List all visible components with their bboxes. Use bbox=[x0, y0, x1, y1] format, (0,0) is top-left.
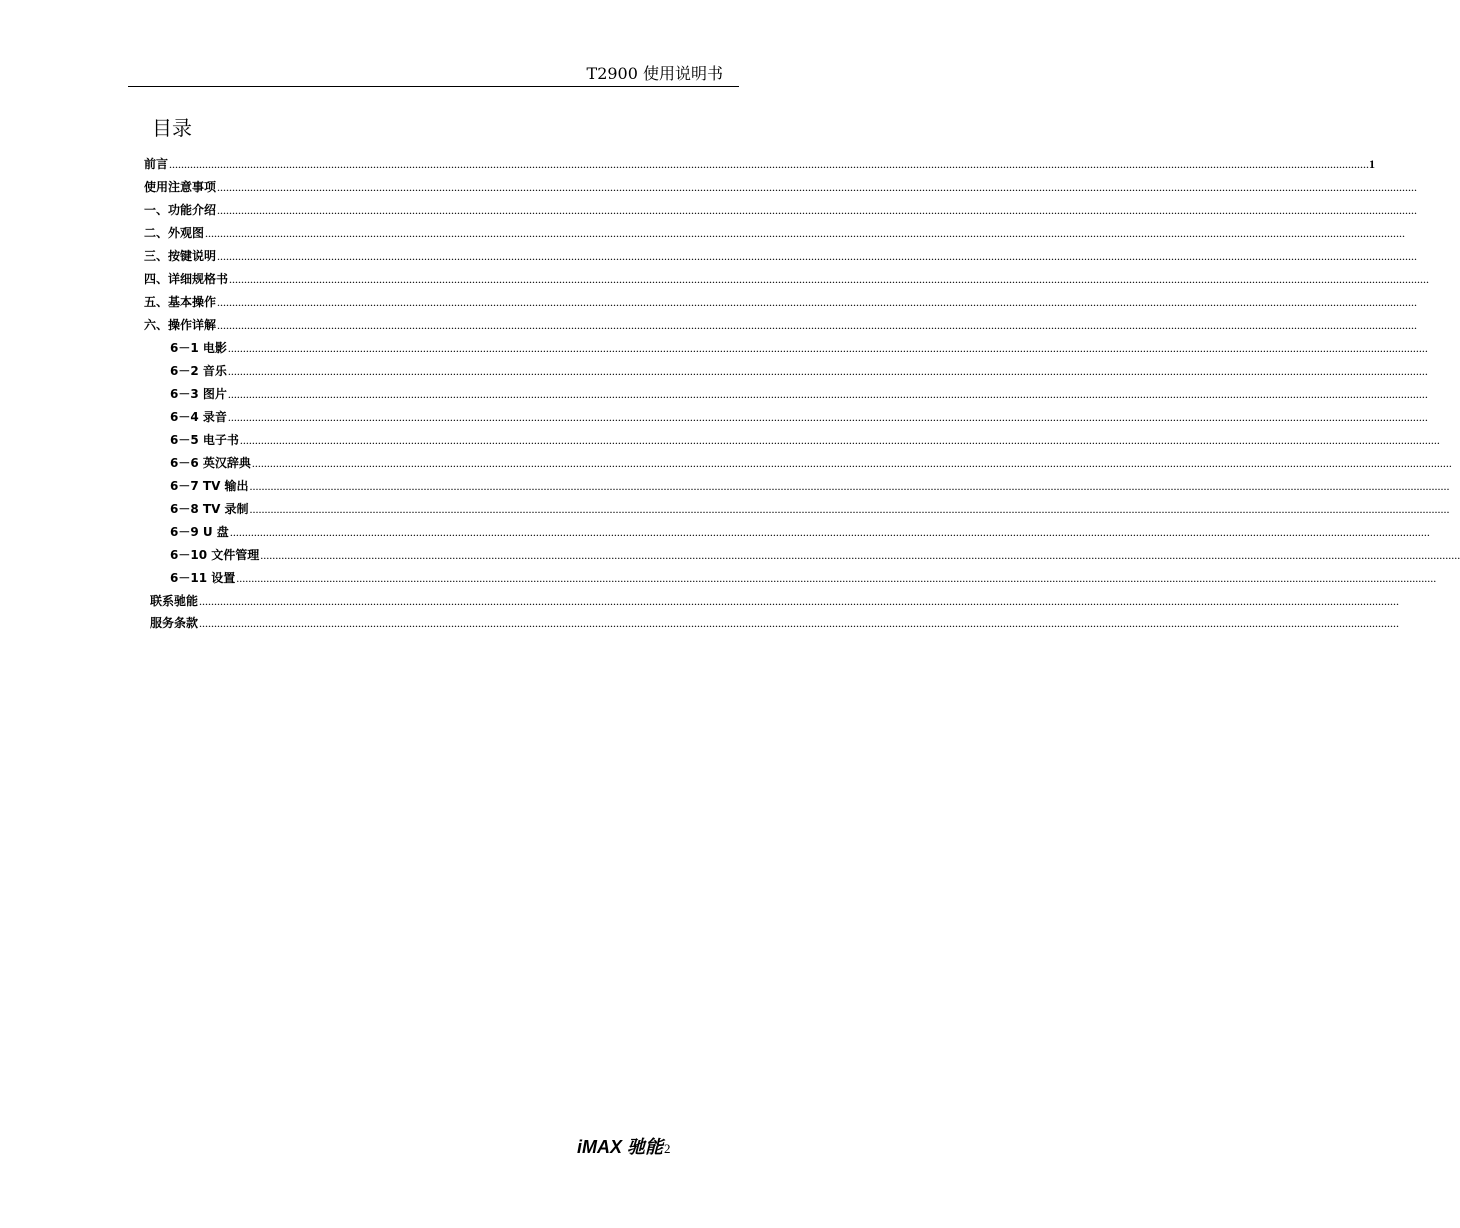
toc-leader-dots: ................................................................................................................................................................................................................................................................................................................................................................................................................ bbox=[229, 272, 1430, 286]
toc-item-operation-details[interactable] bbox=[144, 312, 1418, 332]
toc-item-dictionary[interactable] bbox=[170, 450, 1452, 470]
toc-item-label: 6－11 设置 bbox=[170, 571, 236, 585]
toc-item-movie[interactable] bbox=[170, 335, 1428, 355]
toc-heading: 目录 bbox=[152, 116, 192, 140]
toc-item-buttons[interactable] bbox=[144, 243, 1418, 263]
toc-item-label: 6－4 录音 bbox=[170, 410, 227, 424]
toc-item-music[interactable] bbox=[170, 358, 1428, 378]
toc-leader-dots: ................................................................................................................................................................................................................................................................................................................................................................................................................ bbox=[239, 433, 1440, 447]
toc-item-label: 使用注意事项 bbox=[144, 180, 217, 194]
toc-item-features[interactable] bbox=[144, 197, 1418, 217]
toc-item-settings[interactable] bbox=[170, 565, 1437, 585]
toc-leader-dots: ................................................................................................................................................................................................................................................................................................................................................................................................................ bbox=[217, 295, 1418, 309]
toc-item-label: 6－6 英汉辞典 bbox=[170, 456, 251, 470]
toc-leader-dots: ................................................................................................................................................................................................................................................................................................................................................................................................................ bbox=[205, 226, 1406, 240]
toc-item-label: 6－3 图片 bbox=[170, 387, 227, 401]
toc-item-label: 五、基本操作 bbox=[144, 295, 217, 309]
toc-leader-dots: ................................................................................................................................................................................................................................................................................................................................................................................................................ bbox=[251, 456, 1452, 470]
toc-item-label: 6－8 TV 录制 bbox=[170, 502, 249, 516]
toc-leader-dots: ................................................................................................................................................................................................................................................................................................................................................................................................................ bbox=[227, 387, 1428, 401]
toc-leader-dots: ................................................................................................................................................................................................................................................................................................................................................................................................................ bbox=[260, 548, 1460, 562]
toc-item-label: 6－2 音乐 bbox=[170, 364, 227, 378]
toc-item-usb-disk[interactable] bbox=[170, 519, 1430, 539]
toc-leader-dots: ................................................................................................................................................................................................................................................................................................................................................................................................................ bbox=[249, 479, 1450, 493]
toc-item-appearance[interactable] bbox=[144, 220, 1406, 240]
toc-item-basic-operation[interactable] bbox=[144, 289, 1418, 309]
page-number: 2 bbox=[664, 1141, 671, 1156]
toc-item-file-management[interactable] bbox=[170, 542, 1460, 562]
toc-item-tv-recording[interactable] bbox=[170, 496, 1450, 516]
toc-leader-dots: ................................................................................................................................................................................................................................................................................................................................................................................................................ bbox=[169, 157, 1370, 171]
toc-leader-dots: ................................................................................................................................................................................................................................................................................................................................................................................................................ bbox=[217, 180, 1418, 194]
toc-item-label: 6－7 TV 输出 bbox=[170, 479, 249, 493]
toc-leader-dots: ................................................................................................................................................................................................................................................................................................................................................................................................................ bbox=[199, 594, 1400, 608]
toc-item-specifications[interactable] bbox=[144, 266, 1430, 286]
toc-leader-dots: ................................................................................................................................................................................................................................................................................................................................................................................................................ bbox=[227, 410, 1428, 424]
toc-item-label: 一、功能介绍 bbox=[144, 203, 217, 217]
toc-leader-dots: ................................................................................................................................................................................................................................................................................................................................................................................................................ bbox=[217, 318, 1418, 332]
toc-item-terms[interactable] bbox=[150, 610, 1400, 630]
toc-item-label: 联系驰能 bbox=[150, 594, 199, 608]
toc-leader-dots: ................................................................................................................................................................................................................................................................................................................................................................................................................ bbox=[227, 364, 1428, 378]
toc-item-recording[interactable] bbox=[170, 404, 1428, 424]
toc-item-contact[interactable] bbox=[150, 588, 1400, 608]
toc-item-label: 服务条款 bbox=[150, 616, 199, 630]
toc-item-label: 6－9 U 盘 bbox=[170, 525, 229, 539]
toc-leader-dots: ................................................................................................................................................................................................................................................................................................................................................................................................................ bbox=[236, 571, 1437, 585]
toc-leader-dots: ................................................................................................................................................................................................................................................................................................................................................................................................................ bbox=[229, 525, 1430, 539]
toc-item-ebook[interactable] bbox=[170, 427, 1440, 447]
toc-item-pictures[interactable] bbox=[170, 381, 1428, 401]
toc-item-label: 三、按键说明 bbox=[144, 249, 217, 263]
toc-item-precautions[interactable] bbox=[144, 174, 1418, 194]
footer-logo bbox=[577, 1133, 671, 1157]
toc-item-label: 六、操作详解 bbox=[144, 318, 217, 332]
toc-item-label: 6－10 文件管理 bbox=[170, 548, 260, 562]
toc-item-page: 1 bbox=[1369, 157, 1376, 171]
toc-item-label: 二、外观图 bbox=[144, 226, 205, 240]
toc-leader-dots: ................................................................................................................................................................................................................................................................................................................................................................................................................ bbox=[249, 502, 1450, 516]
toc-leader-dots: ................................................................................................................................................................................................................................................................................................................................................................................................................ bbox=[217, 203, 1418, 217]
toc-item-preface[interactable] bbox=[144, 151, 1376, 171]
toc-leader-dots: ................................................................................................................................................................................................................................................................................................................................................................................................................ bbox=[217, 249, 1418, 263]
toc-item-label: 四、详细规格书 bbox=[144, 272, 229, 286]
toc-item-tv-output[interactable] bbox=[170, 473, 1450, 493]
toc-item-label: 6－1 电影 bbox=[170, 341, 227, 355]
toc-item-label: 前言 bbox=[144, 157, 169, 171]
toc-leader-dots: ................................................................................................................................................................................................................................................................................................................................................................................................................ bbox=[199, 616, 1400, 630]
toc-item-label: 6－5 电子书 bbox=[170, 433, 239, 447]
document-header-title: T2900 使用说明书 bbox=[586, 64, 723, 83]
toc-leader-dots: ................................................................................................................................................................................................................................................................................................................................................................................................................ bbox=[227, 341, 1428, 355]
imax-logo: iMAX 驰能 bbox=[577, 1137, 664, 1157]
